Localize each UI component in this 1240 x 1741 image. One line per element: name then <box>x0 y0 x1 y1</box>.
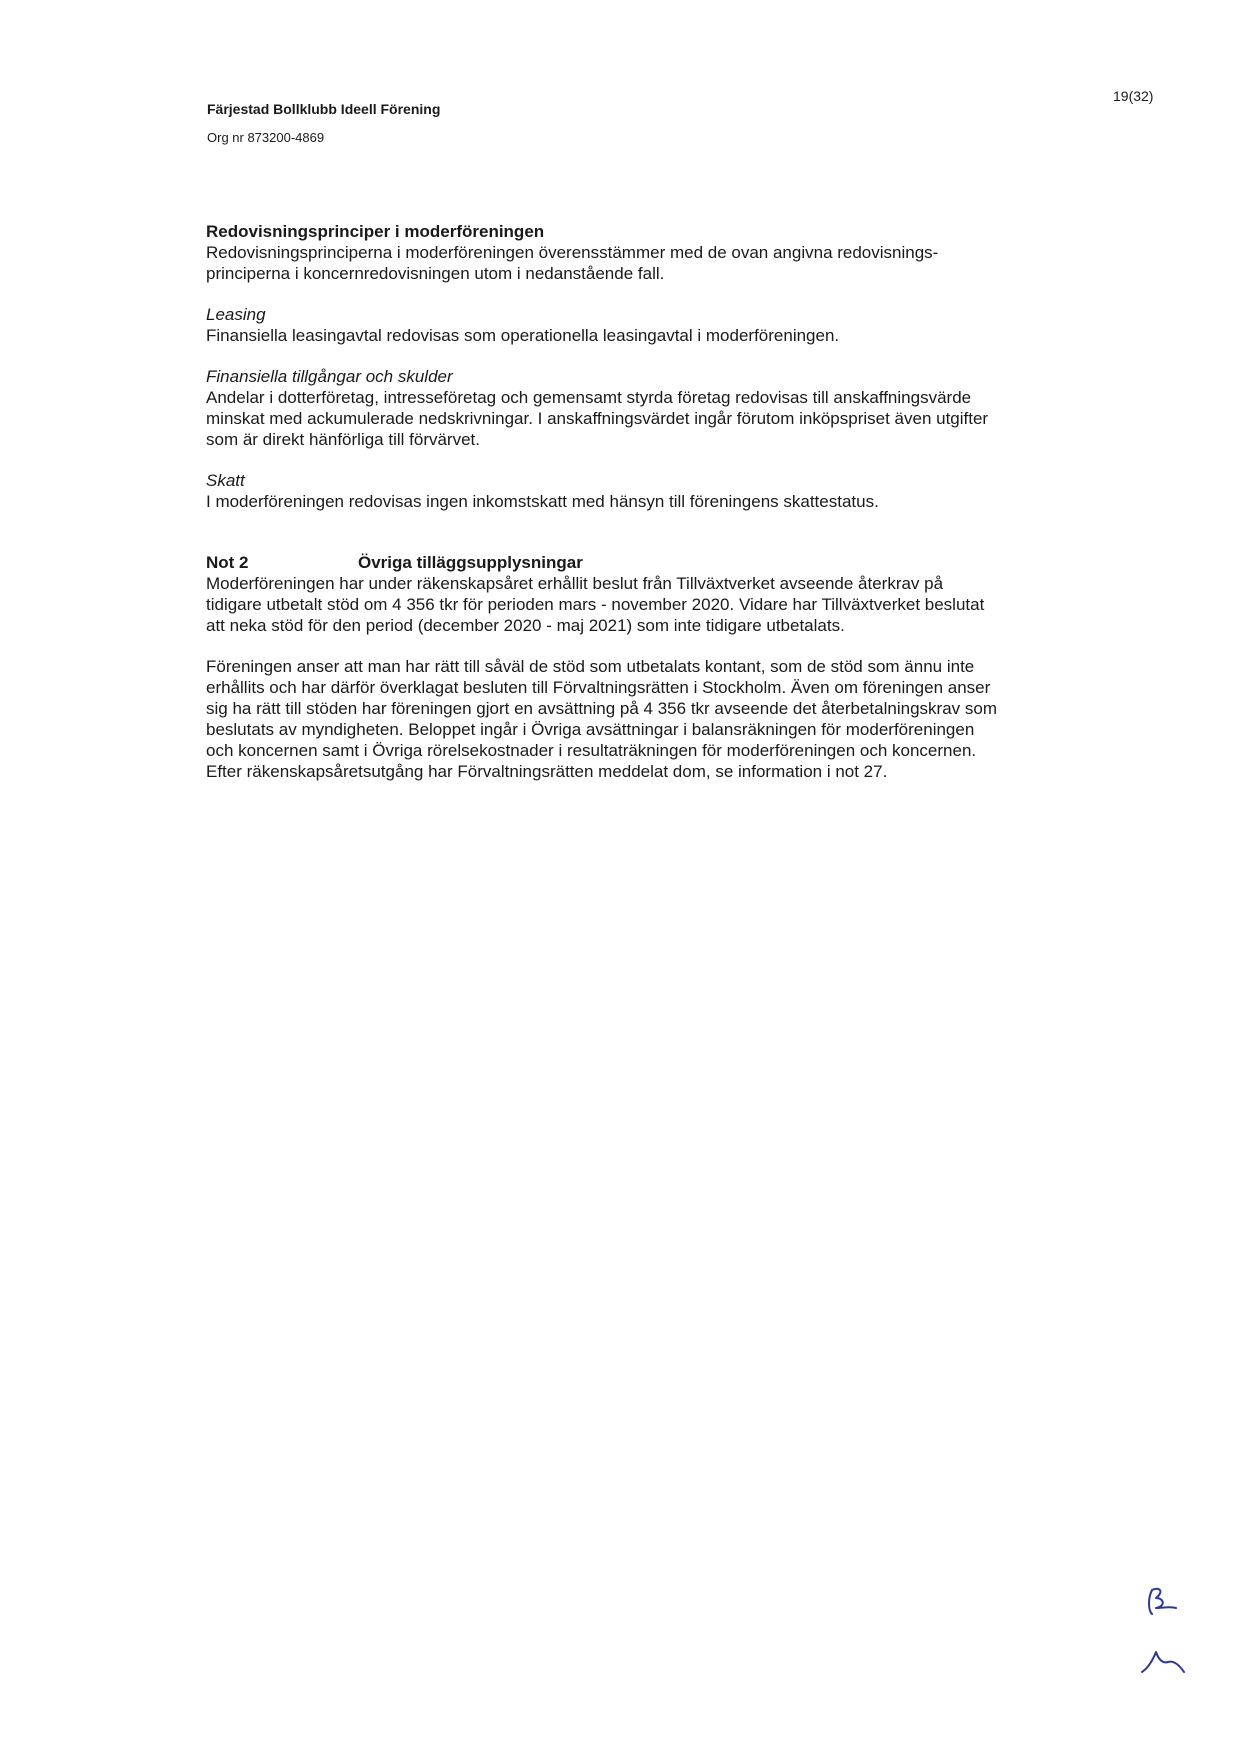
principles-intro <box>206 242 1036 284</box>
org-name: Färjestad Bollklubb Ideell Förening <box>207 101 441 117</box>
note-title: Övriga tilläggsupplysningar <box>358 553 583 572</box>
text-line: I moderföreningen redovisas ingen inkomstskatt med hänsyn till föreningens skattestatus. <box>206 492 879 511</box>
text-line: sig ha rätt till stöden har föreningen gjort en avsättning på 4 356 tkr avseende det återbetalningskrav som <box>206 699 997 718</box>
text-line: minskat med ackumulerade nedskrivningar. I anskaffningsvärdet ingår förutom inköpspriset även utgifter <box>206 409 989 428</box>
handwritten-signature <box>1130 1582 1200 1682</box>
note-heading <box>206 552 1036 573</box>
tax-title: Skatt <box>206 471 245 490</box>
note-number: Not 2 <box>206 553 249 572</box>
text-line: Föreningen anser att man har rätt till såväl de stöd som utbetalats kontant, som de stöd som ännu inte <box>206 657 975 676</box>
text-line: Efter räkenskapsåretsutgång har Förvaltningsrätten meddelat dom, se information i not 27. <box>206 762 888 781</box>
org-number: Org nr 873200-4869 <box>207 130 325 145</box>
text-line: principerna i koncernredovisningen utom i nedanstående fall. <box>206 264 665 283</box>
leasing-title: Leasing <box>206 305 266 324</box>
page-number: 19(32) <box>1113 88 1154 104</box>
note-paragraph-1 <box>206 573 1036 636</box>
text-line: tidigare utbetalt stöd om 4 356 tkr för perioden mars - november 2020. Vidare har Tillväxtverket beslutat <box>206 595 985 614</box>
note-paragraph-2 <box>206 656 1036 782</box>
section-heading: Redovisningsprinciper i moderföreningen <box>206 222 545 241</box>
text-line: Finansiella leasingavtal redovisas som operationella leasingavtal i moderföreningen. <box>206 326 840 345</box>
text-line: beslutats av myndigheten. Beloppet ingår i Övriga avsättningar i balansräkningen för moderföreningen <box>206 720 975 739</box>
financial-title: Finansiella tillgångar och skulder <box>206 367 453 386</box>
text-line: Redovisningsprinciperna i moderföreningen överensstämmer med de ovan angivna redovisnings- <box>206 243 939 262</box>
text-line: Moderföreningen har under räkenskapsåret erhållit beslut från Tillväxtverket avseende återkrav på <box>206 574 944 593</box>
text-line: och koncernen samt i Övriga rörelsekostnader i resultaträkningen för moderföreningen och koncernen. <box>206 741 977 760</box>
document-body <box>206 221 1036 782</box>
text-line: som är direkt hänförliga till förvärvet. <box>206 430 480 449</box>
text-line: att neka stöd för den period (december 2020 - maj 2021) som inte tidigare utbetalats. <box>206 616 845 635</box>
text-line: erhållits och har därför överklagat besluten till Förvaltningsrätten i Stockholm. Även om föreningen anser <box>206 678 991 697</box>
text-line: Andelar i dotterföretag, intresseföretag och gemensamt styrda företag redovisas till anskaffningsvärde <box>206 388 972 407</box>
